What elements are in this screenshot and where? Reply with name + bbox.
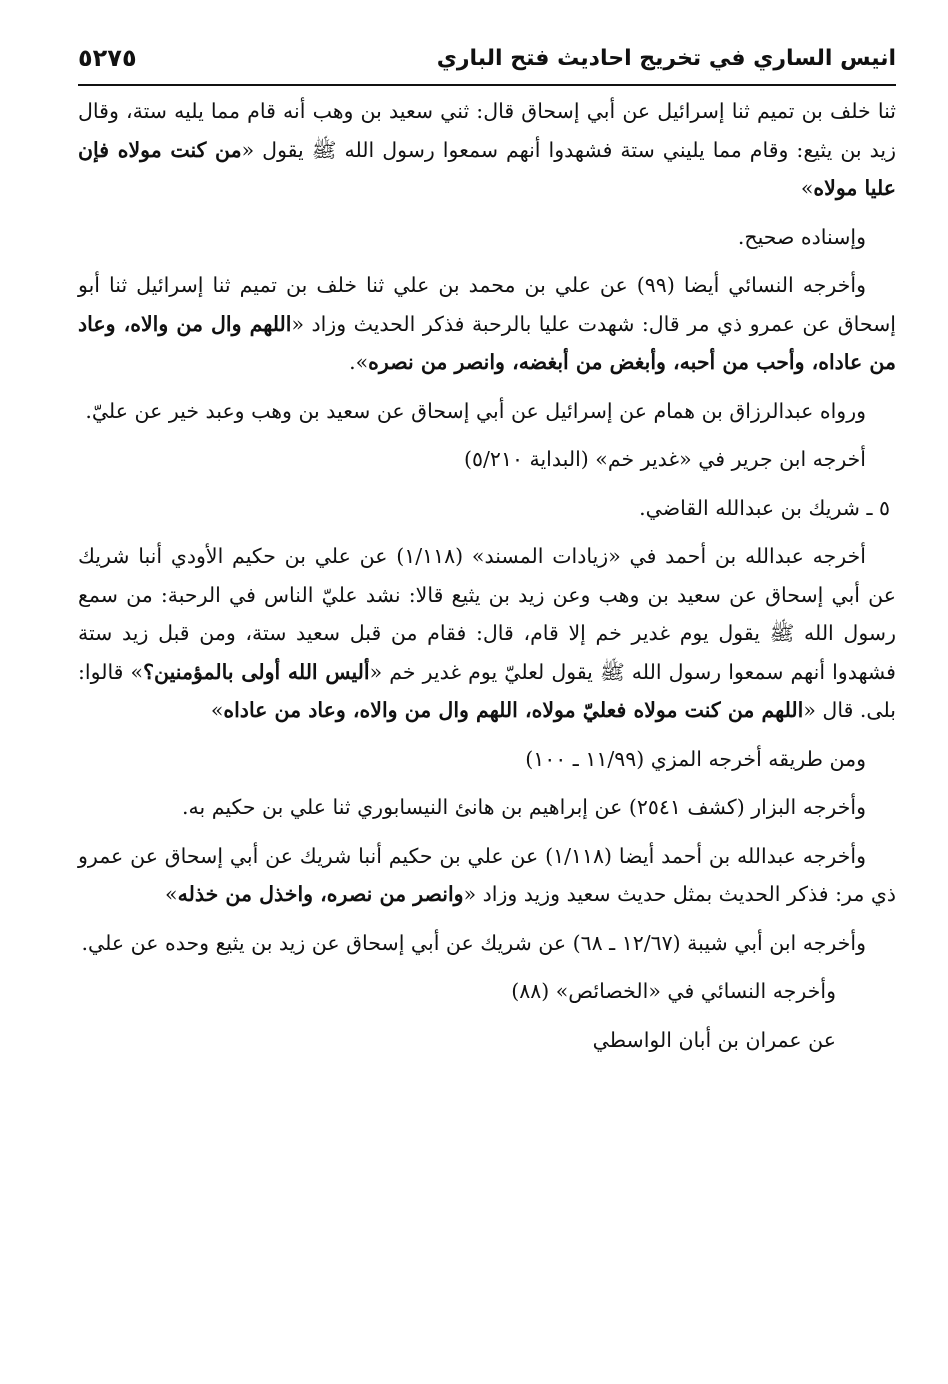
page-body (78, 92, 896, 1352)
page-header (78, 36, 896, 80)
numbered-heading: ٥ ـ شريك بن عبدالله القاضي. (639, 495, 890, 520)
book-title: انيس الساري في تخريج احاديث فتح الباري (436, 45, 896, 71)
page-number: ٥٢٧٥ (78, 44, 137, 72)
paragraph: ورواه عبدالرزاق بن همام عن إسرائيل عن أبي إسحاق عن سعيد بن وهب وعبد خير عن عليّ. (85, 398, 866, 423)
paragraph: وأخرجه النسائي أيضا (٩٩) عن علي بن محمد بن علي ثنا خلف بن تميم ثنا إسرائيل ثنا أبو إسحاق عن عمرو ذي مر قال: شهدت عليا بالرحبة فذكر الحديث وزاد «اللهم وال من والاه، وعاد من عاداه، وأحب من أحبه، وأبغض من أبغضه، وانصر من نصره». (78, 273, 896, 374)
paragraph: وإسناده صحيح. (737, 224, 866, 249)
paragraph: أخرجه ابن جرير في «غدير خم» (البداية ٥/٢١٠) (464, 447, 866, 471)
paragraph: وأخرجه البزار (كشف ٢٥٤١) عن إبراهيم بن هانئ النيسابوري ثنا علي بن حكيم به. (181, 795, 866, 819)
paragraph: وأخرجه عبدالله بن أحمد أيضا (١/١١٨) عن علي بن حكيم أنبا شريك عن أبي إسحاق عن عمرو ذي مر: فذكر الحديث بمثل حديث سعيد وزيد وزاد «وانصر من نصره، واخذل من خذله» (78, 843, 896, 906)
paragraph: ومن طريقه أخرجه المزي (١١/٩٩ ـ ١٠٠) (525, 746, 866, 771)
paragraph-continuation: ثنا خلف بن تميم ثنا إسرائيل عن أبي إسحاق قال: ثني سعيد بن وهب أنه قام مما يليه ستة، وقال زيد بن يثيع: وقام مما يليني ستة فشهدوا أنهم سمعوا رسول الله ﷺ يقول «من كنت مولاه فإن عليا مولاه» (78, 99, 896, 200)
paragraph: عن عمران بن أبان الواسطي (592, 1027, 836, 1052)
paragraph: وأخرجه النسائي في «الخصائص» (٨٨) (511, 979, 836, 1003)
paragraph: أخرجه عبدالله بن أحمد في «زيادات المسند» (١/١١٨) عن علي بن حكيم الأودي أنبا شريك عن أبي إسحاق عن سعيد بن وهب وعن زيد بن يثيع قالا: نشد عليّ الناس في الرحبة: من سمع رسول الله ﷺ يقول يوم غدير خم إلا قام، قال: فقام من قبل سعيد ستة، ومن قبل زيد ستة فشهدوا أنهم سمعوا رسول الله ﷺ يقول لعليّ يوم غدير خم «أليس الله أولى بالمؤمنين؟» قالوا: بلى. قال «اللهم من كنت مولاه فعليّ مولاه، اللهم وال من والاه، وعاد من عاداه» (78, 544, 896, 722)
paragraph: وأخرجه ابن أبي شيبة (١٢/٦٧ ـ ٦٨) عن شريك عن أبي إسحاق عن زيد بن يثيع وحده عن علي. (81, 930, 866, 955)
header-rule (78, 84, 896, 86)
